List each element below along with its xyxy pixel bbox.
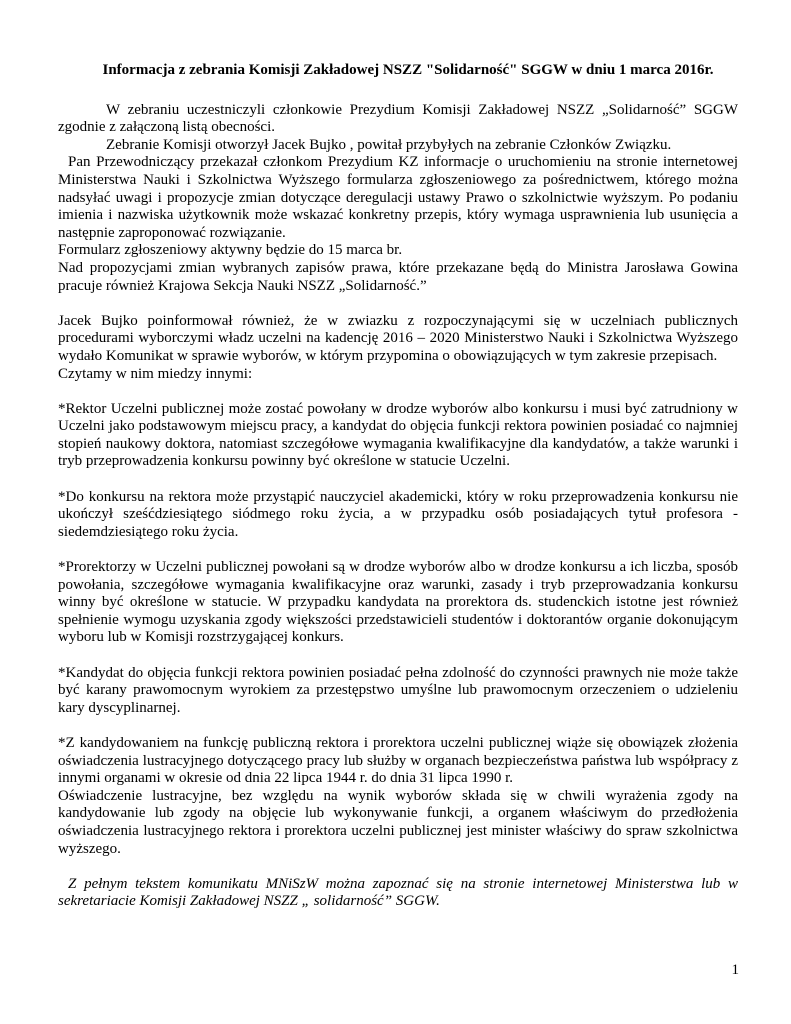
list-item-rector-age: *Do konkursu na rektora może przystąpić nauczyciel akademicki, który w roku przeprowadzenia konkursu nie ukończył sześćdziesiątego siódmego roku życia, a w przypadku osób posiadających tytuł profesora - siedemdziesiątego roku życia. bbox=[58, 488, 738, 540]
intro-paragraph-proposals: Nad propozycjami zmian wybranych zapisów prawa, które przekazane będą do Ministra Jarosława Gowina pracuje również Krajowa Sekcja Nauki NSZZ „Solidarność.” bbox=[58, 259, 738, 294]
intro-paragraph-opening: Zebranie Komisji otworzył Jacek Bujko , powitał przybyłych na zebranie Członków Związku. bbox=[106, 136, 672, 153]
list-item-prorectors: *Prorektorzy w Uczelni publicznej powołani są w drodze wyborów albo w drodze konkursu a ich liczba, sposób powołania, szczegółowe wymagania kwalifikacyjne oraz warunki, zasady i tryb przeprowadzania konkursu winny być określone w statucie. W przypadku kandydata na prorektora ds. studenckich istotne jest również spełnienie wymogu uzyskania zgody większości przedstawicieli studentów i doktorantów organie dokonującym wyboru lub w Komisji rozstrzygającej konkurs. bbox=[58, 559, 738, 646]
list-item-candidate-requirements: *Kandydat do objęcia funkcji rektora powinien posiadać pełna zdolność do czynności prawnych nie może także być karany prawomocnym wyrokiem za przestępstwo umyślne lub prawomocnym orzeczeniem o udzieleniu kary dyscyplinarnej. bbox=[58, 664, 738, 716]
info-paragraph-quote-intro: Czytamy w nim miedzy innymi: bbox=[58, 365, 253, 382]
intro-paragraph-form-info: Pan Przewodniczący przekazał członkom Prezydium KZ informacje o uruchomieniu na stronie internetowej Ministerstwa Nauki i Szkolnictwa Wyższego formularza zgłoszeniowego za pośrednictwem, którego można nadsyłać uwagi i propozycje zmian dotyczące deregulacji ustawy Prawo o szkolnictwie wyższym. Po podaniu imienia i nazwiska użytkownik może wskazać konkretny przepis, który wymaga usprawnienia lub usunięcia a następnie zaproponować rozwiązanie. bbox=[58, 154, 738, 241]
list-item-lustration-statement: Oświadczenie lustracyjne, bez względu na wynik wyborów składa się w chwili wyrażenia zgody na kandydowanie lub zgody na objęcie lub wykonywanie funkcji, a organem właściwym do przedłożenia oświadczenia lustracyjnego rektora i prorektora uczelni publicznej jest minister właściwy do spraw szkolnictwa wyższego. bbox=[58, 787, 738, 857]
closing-note: Z pełnym tekstem komunikatu MNiSzW można zapoznać się na stronie internetowej Ministerstwa lub w sekretariacie Komisji Zakładowej NSZZ „ solidarność” SGGW. bbox=[58, 875, 738, 910]
list-item-rector-appointment: *Rektor Uczelni publicznej może zostać powołany w drodze wyborów albo konkursu i musi być zatrudniony w Uczelni jako podstawowym miejscu pracy, a kandydat do objęcia funkcji rektora powinien posiadać co najmniej stopień naukowy doktora, natomiast szczegółowe wymagania kwalifikacyjne dla kandydatów, a także warunki i tryb przeprowadzenia konkursu powinny być określone w statucie Uczelni. bbox=[58, 400, 738, 470]
intro-paragraph-deadline: Formularz zgłoszeniowy aktywny będzie do 15 marca br. bbox=[58, 242, 403, 259]
document-title: Informacja z zebrania Komisji Zakładowej NSZZ "Solidarność" SGGW w dniu 1 marca 2016r. bbox=[102, 62, 714, 78]
info-paragraph-elections: Jacek Bujko poinformował również, że w zwiazku z rozpoczynającymi się w uczelniach publicznych procedurami wyborczymi władz uczelni na kadencję 2016 – 2020 Ministerstwo Nauki i Szkolnictwa Wyższego wydało Komunikat w sprawie wyborów, w którym przypomina o obowiązujących w tym zakresie przepisach. bbox=[58, 312, 738, 364]
page-number: 1 bbox=[731, 962, 739, 978]
intro-paragraph-attendance: W zebraniu uczestniczyli członkowie Prezydium Komisji Zakładowej NSZZ „Solidarność” SGGW zgodnie z załączoną listą obecności. bbox=[58, 101, 738, 136]
list-item-lustration: *Z kandydowaniem na funkcję publiczną rektora i prorektora uczelni publicznej wiąże się obowiązek złożenia oświadczenia lustracyjnego dotyczącego pracy lub służby w organach bezpieczeństwa państwa lub współpracy z innymi organami w okresie od dnia 22 lipca 1944 r. do dnia 31 lipca 1990 r. bbox=[58, 734, 738, 787]
document-page bbox=[58, 62, 738, 911]
